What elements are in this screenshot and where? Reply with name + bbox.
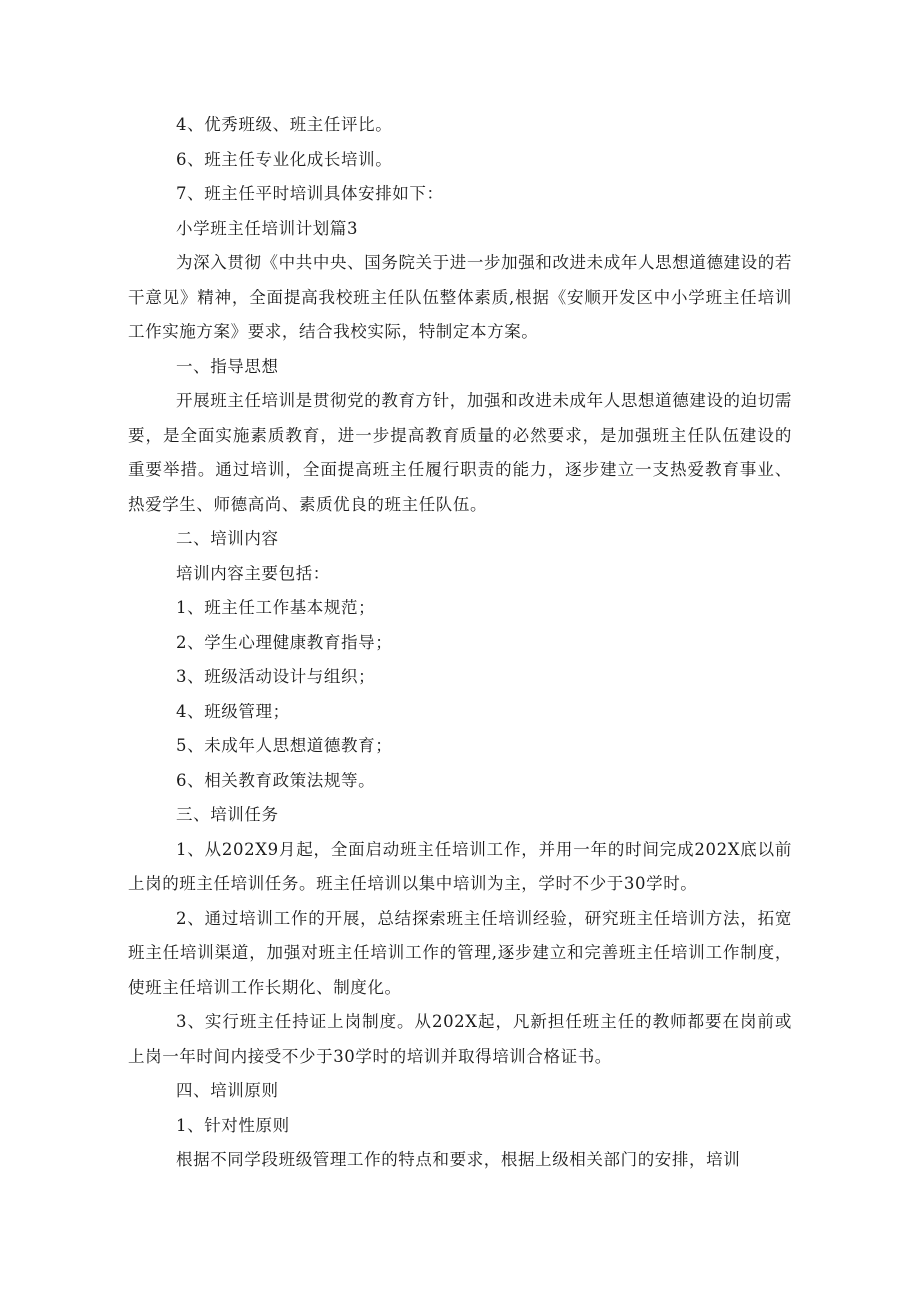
paragraph: 3、实行班主任持证上岗制度。从202X起，凡新担任班主任的教师都要在岗前或上岗一年时间内接受不少于30学时的培训并取得培训合格证书。 bbox=[128, 1012, 792, 1066]
section-title: 小学班主任培训计划篇3 bbox=[176, 218, 359, 238]
list-item: 3、班级活动设计与组织； bbox=[176, 667, 376, 686]
sub-heading: 1、针对性原则 bbox=[176, 1115, 290, 1135]
document-body bbox=[128, 108, 792, 1178]
list-item: 4、优秀班级、班主任评比。 bbox=[176, 115, 393, 134]
list-item: 2、学生心理健康教育指导； bbox=[176, 632, 393, 652]
paragraph: 为深入贯彻《中共中央、国务院关于进一步加强和改进未成年人思想道德建设的若干意见》精神，全面提高我校班主任队伍整体素质,根据《安顺开发区中小学班主任培训工作实施方案》要求，结合我校实际，特制定本方案。 bbox=[128, 253, 792, 341]
paragraph: 2、通过培训工作的开展，总结探索班主任培训经验，研究班主任培训方法，拓宽班主任培训渠道，加强对班主任培训工作的管理,逐步建立和完善班主任培训工作制度，使班主任培训工作长期化、制度化。 bbox=[128, 908, 792, 997]
list-item: 1、班主任工作基本规范； bbox=[176, 598, 376, 617]
section-heading: 二、培训内容 bbox=[176, 529, 279, 548]
section-heading: 一、指导思想 bbox=[176, 356, 279, 376]
paragraph: 培训内容主要包括： bbox=[176, 563, 330, 583]
list-item: 7、班主任平时培训具体安排如下： bbox=[176, 184, 444, 203]
list-item: 6、相关教育政策法规等。 bbox=[176, 770, 376, 790]
list-item: 5、未成年人思想道德教育； bbox=[176, 736, 393, 755]
paragraph: 开展班主任培训是贯彻党的教育方针，加强和改进未成年人思想道德建设的迫切需要，是全面实施素质教育，进一步提高教育质量的必然要求，是加强班主任队伍建设的重要举措。通过培训，全面提高班主任履行职责的能力，逐步建立一支热爱教育事业、热爱学生、师德高尚、素质优良的班主任队伍。 bbox=[128, 391, 792, 514]
paragraph: 1、从202X9月起，全面启动班主任培训工作，并用一年的时间完成202X底以前上岗的班主任培训任务。班主任培训以集中培训为主，学时不少于30学时。 bbox=[128, 839, 792, 893]
section-heading: 四、培训原则 bbox=[176, 1081, 279, 1100]
list-item: 6、班主任专业化成长培训。 bbox=[176, 149, 393, 169]
list-item: 4、班级管理； bbox=[176, 701, 290, 721]
paragraph: 根据不同学段班级管理工作的特点和要求，根据上级相关部门的安排，培训 bbox=[176, 1150, 741, 1169]
section-heading: 三、培训任务 bbox=[176, 805, 279, 824]
